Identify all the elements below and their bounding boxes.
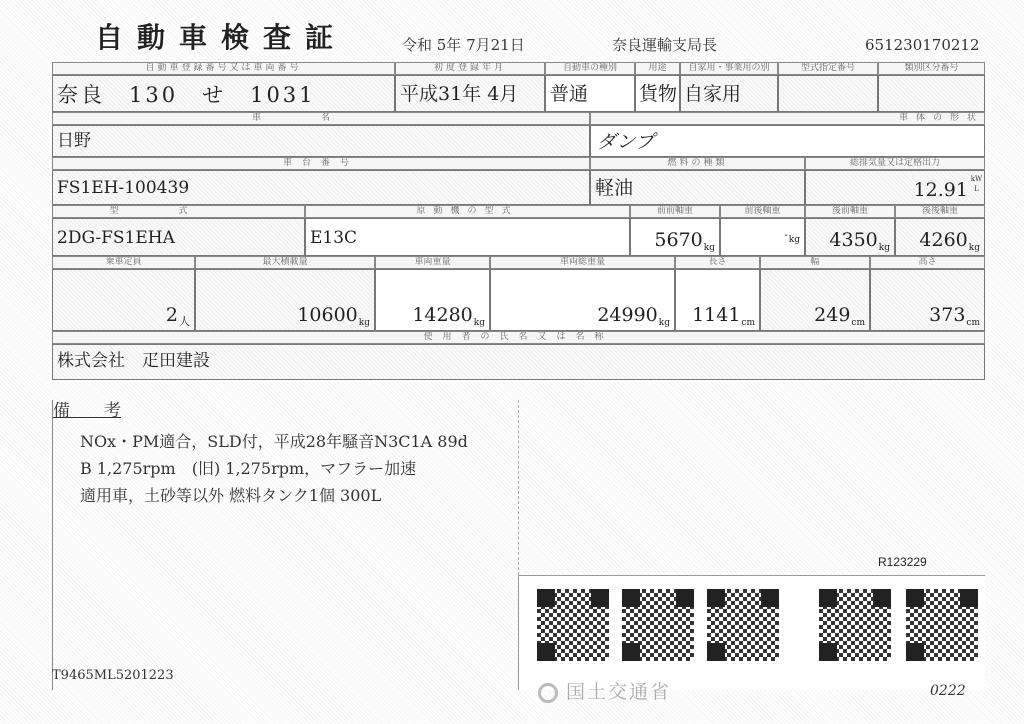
label-gross-weight: 車両総重量 (490, 256, 675, 269)
first-reg-value: 平成31年 4月 (400, 83, 519, 105)
label-height: 高さ (870, 256, 985, 269)
remarks-divider (518, 400, 519, 575)
cell-reg-number (52, 75, 395, 112)
qr-code-4 (819, 589, 891, 661)
cell-length (675, 269, 760, 331)
rf-axle-number: 4350 (829, 229, 878, 251)
label-model: 型式 (52, 205, 305, 218)
label-fuel-type: 燃料の種類 (590, 157, 805, 170)
height-value (929, 306, 980, 328)
cell-height (870, 269, 985, 331)
label-ff-axle: 前前軸重 (630, 205, 720, 218)
cell-body-shape (590, 125, 985, 157)
cell-fr-axle (720, 218, 805, 256)
car-name-value: 日野 (57, 131, 91, 151)
body-shape-value: ダンプ (597, 131, 655, 153)
label-reg-number: 自動車登録番号又は車両番号 (52, 62, 395, 75)
page-code: 0222 (930, 683, 966, 699)
issue-date: 令和 5年 7月21日 (402, 36, 525, 54)
rf-axle-value (829, 231, 890, 253)
kg-unit: kg (788, 235, 800, 245)
qr-code-1 (537, 589, 609, 661)
label-rf-axle: 後前軸重 (805, 205, 895, 218)
remarks-line: B 1,275rpm (旧) 1,275rpm，マフラー加速 (80, 459, 417, 478)
label-type-designation: 型式指定番号 (778, 62, 878, 75)
remarks-heading: 備 考 (53, 401, 121, 421)
cell-fuel-type (590, 170, 805, 205)
cell-type-designation (778, 75, 878, 112)
label-private-business: 自家用・事業用の別 (680, 62, 778, 75)
vehicle-weight-value (412, 306, 485, 328)
cell-gross-weight (490, 269, 675, 331)
cell-rf-axle (805, 218, 895, 256)
label-rr-axle: 後後軸重 (895, 205, 985, 218)
length-value (692, 306, 755, 328)
model-value: 2DG-FS1EHA (57, 228, 175, 248)
cell-chassis-number (52, 170, 590, 205)
displacement-value: 12.91 (913, 179, 968, 201)
label-body-shape: 車体の形状 (590, 112, 985, 125)
reference-number: R123229 (878, 555, 927, 569)
cell-ff-axle (630, 218, 720, 256)
width-number: 249 (814, 304, 851, 326)
rr-axle-value (919, 231, 980, 253)
label-width: 幅 (760, 256, 870, 269)
label-capacity: 乗車定員 (52, 256, 195, 269)
cell-rr-axle (895, 218, 985, 256)
fuel-type-value: 軽油 (595, 177, 634, 199)
cell-owner (52, 344, 985, 380)
label-first-reg: 初度登録年月 (395, 62, 545, 75)
remarks-text (80, 428, 468, 509)
height-number: 373 (929, 304, 966, 326)
label-use: 用途 (635, 62, 680, 75)
remarks-line: NOx・PM適合，SLD付，平成28年騒音N3C1A 89d (80, 432, 468, 451)
ff-axle-value (654, 231, 715, 253)
label-length: 長さ (675, 256, 760, 269)
max-load-value (297, 306, 370, 328)
remarks-line: 適用車，土砂等以外 燃料タンク1個 300L (80, 486, 382, 505)
cell-width (760, 269, 870, 331)
label-fr-axle: 前後軸重 (720, 205, 805, 218)
kg-unit: kg (658, 318, 670, 328)
issuer: 奈良運輸支局長 (612, 36, 718, 54)
gross-weight-value (597, 306, 670, 328)
cm-unit: cm (741, 318, 755, 328)
cell-engine-model (305, 218, 630, 256)
vehicle-weight-number: 14280 (412, 304, 473, 326)
ff-axle-number: 5670 (654, 229, 703, 251)
cm-unit: cm (966, 318, 980, 328)
private-business-value: 自家用 (684, 83, 742, 105)
fr-axle-value (784, 231, 800, 245)
length-number: 1141 (692, 304, 741, 326)
owner-value: 株式会社 疋田建設 (57, 351, 210, 371)
gross-weight-number: 24990 (597, 304, 658, 326)
label-displacement: 総排気量又は定格出力 (805, 157, 985, 170)
cell-vehicle-weight (375, 269, 490, 331)
document-number: 651230170212 (865, 36, 980, 54)
displacement-unit: kW L (970, 175, 983, 193)
label-vehicle-kind: 自動車の種別 (545, 62, 635, 75)
use-value: 貨物 (639, 83, 678, 105)
cell-car-name (52, 125, 590, 157)
reg-number-value: 奈良 130 せ 1031 (57, 83, 316, 107)
label-engine-model: 原動機の型式 (305, 205, 630, 218)
qr-code-2 (622, 589, 694, 661)
qr-code-5 (906, 589, 978, 661)
remarks-border (52, 400, 53, 690)
label-owner: 使用者の氏名又は名称 (52, 331, 985, 344)
cell-displacement (805, 170, 985, 205)
kg-unit: kg (968, 243, 980, 253)
rr-axle-number: 4260 (919, 229, 968, 251)
cell-first-reg (395, 75, 545, 112)
serial-number: T9465ML5201223 (52, 668, 174, 683)
qr-code-3 (707, 589, 779, 661)
vehicle-kind-value: 普通 (550, 83, 589, 105)
cell-max-load (195, 269, 375, 331)
ministry-name: 国土交通省 (566, 681, 672, 703)
label-car-name: 車名 (52, 112, 590, 125)
kg-unit: kg (703, 243, 715, 253)
label-vehicle-weight: 車両重量 (375, 256, 490, 269)
max-load-number: 10600 (297, 304, 358, 326)
width-value (814, 306, 865, 328)
label-chassis-number: 車台番号 (52, 157, 590, 170)
cm-unit: cm (851, 318, 865, 328)
ministry-logo-icon (538, 683, 558, 703)
fr-axle-number: - (784, 230, 788, 241)
kg-unit: kg (878, 243, 890, 253)
capacity-number: 2 (165, 304, 178, 326)
cell-private-business (680, 75, 778, 112)
kg-unit: kg (358, 318, 370, 328)
kg-unit: kg (473, 318, 485, 328)
cell-vehicle-kind (545, 75, 635, 112)
cell-capacity (52, 269, 195, 331)
capacity-value (166, 306, 190, 327)
cell-category-number (878, 75, 985, 112)
document-title: 自動車検査証 (95, 21, 348, 54)
cell-use (635, 75, 680, 112)
cell-model (52, 218, 305, 256)
label-category-number: 類別区分番号 (878, 62, 985, 75)
person-unit: 人 (179, 315, 190, 328)
engine-model-value: E13C (310, 228, 358, 248)
label-max-load: 最大積載量 (195, 256, 375, 269)
chassis-number-value: FS1EH-100439 (57, 178, 190, 198)
